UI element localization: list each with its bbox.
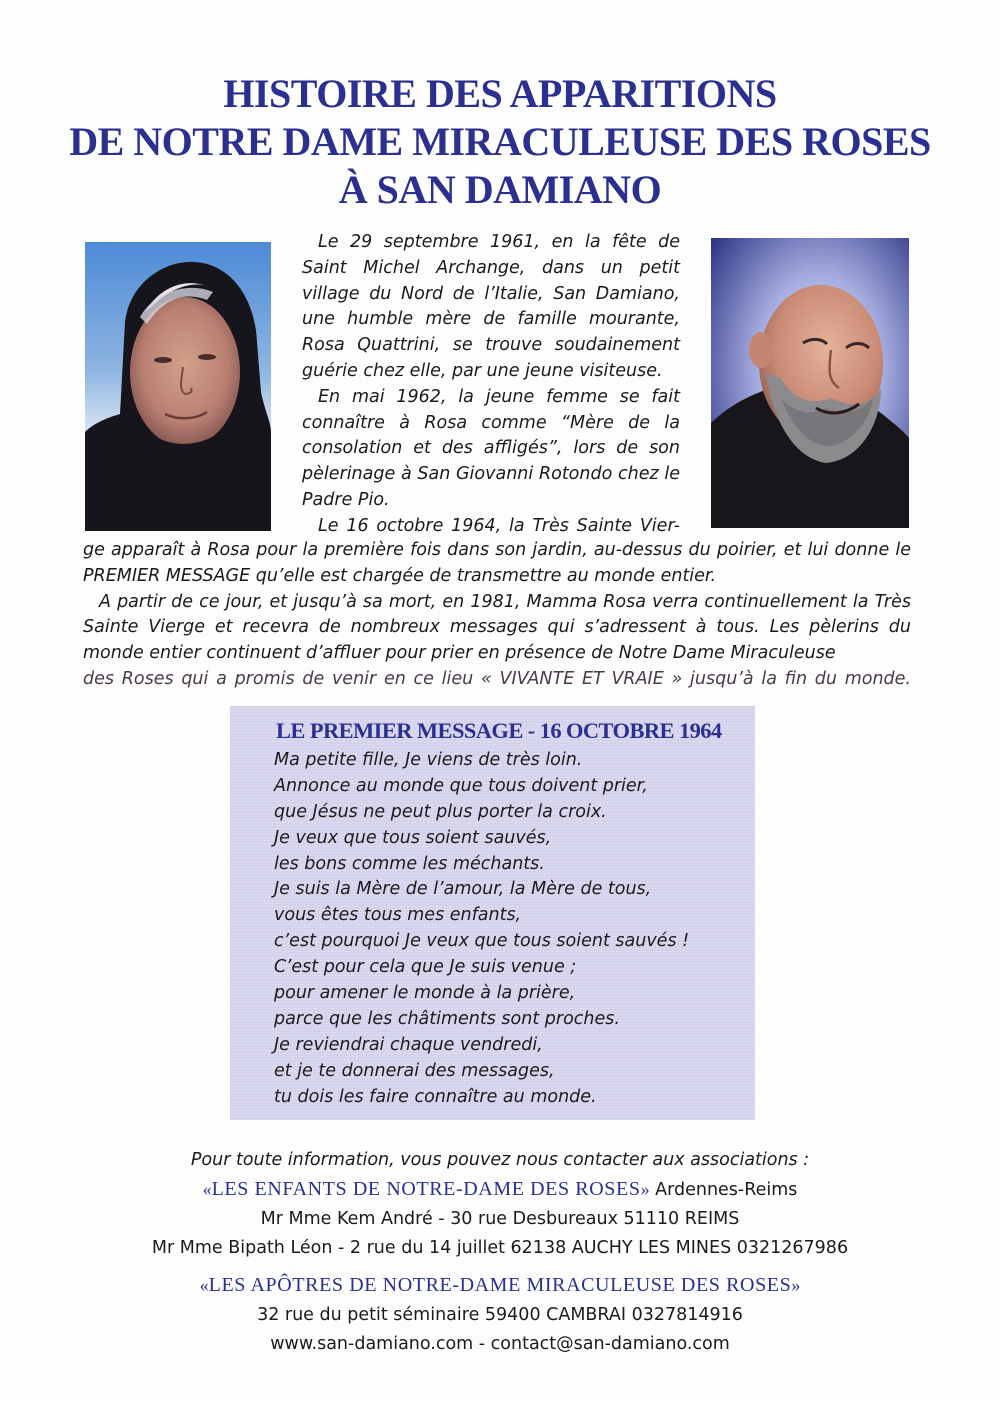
close-quote: » [640,1179,650,1199]
open-quote: « [199,1275,209,1295]
association-1-contact-1: Mr Mme Kem André - 30 rue Desbureaux 51110 REIMS [260,1209,740,1229]
association-2-address: 32 rue du petit séminaire 59400 CAMBRAI 0327814916 [257,1305,743,1325]
association-1-heading [0,1175,1000,1205]
contact-section [0,1146,1000,1359]
close-quote: » [791,1275,801,1295]
portrait-monk-image [711,238,909,528]
message-line: pour amener le monde à la prière, [274,983,576,1004]
message-line: C’est pour cela que Je suis venue ; [274,957,577,978]
message-line: que Jésus ne peut plus porter la croix. [274,801,607,822]
intro-paragraph-1: Le 29 septembre 1961, en la fête de Saint Michel Archange, dans un petit village du Nord de l’Italie, San Damiano, une humble mère de famille mourante, Rosa Quattrini, se trouve soudainement guérie chez elle, par une jeune visiteuse. [302,232,680,381]
association-2-web-email: www.san-damiano.com - contact@san-damiano.com [270,1334,730,1354]
title-line-3: À SAN DAMIANO [338,167,662,212]
message-title: LE PREMIER MESSAGE - 16 OCTOBRE 1964 [276,718,722,743]
intro-paragraph-2: En mai 1962, la jeune femme se fait connaître à Rosa comme “Mère de la consolation et des affligés”, lors de son pèlerinage à San Giovanni Rotondo chez le Padre Pio. [302,386,680,510]
message-line: vous êtes tous mes enfants, [274,905,522,926]
message-line: tu dois les faire connaître au monde. [274,1086,597,1107]
association-2-name: LES APÔTRES DE NOTRE-DAME MIRACULEUSE DES ROSES [208,1274,792,1296]
intro-full-width [83,538,911,693]
association-1-region: Ardennes-Reims [649,1180,798,1200]
intro-paragraph-4: A partir de ce jour, et jusqu’à sa mort, en 1981, Mamma Rosa verra continuellement la Très Sainte Vierge et recevra de nombreux messages qui s’adressent à tous. Les pèlerins du monde entier continuent d’affluer pour prier en présence de Notre Dame Miraculeuse [83,591,911,664]
association-1-contact-2: Mr Mme Bipath Léon - 2 rue du 14 juillet 62138 AUCHY LES MINES 0321267986 [151,1238,849,1258]
message-line: Je reviendrai chaque vendredi, [274,1034,543,1055]
page-title [0,70,1000,214]
spacer [0,1263,1000,1271]
intro-column [302,230,680,540]
message-line: c’est pourquoi Je veux que tous soient sauvés ! [274,931,690,952]
portrait-woman-image [85,242,271,531]
message-line: parce que les châtiments sont proches. [274,1008,620,1029]
message-line: les bons comme les méchants. [274,853,545,874]
association-1-name: LES ENFANTS DE NOTRE-DAME DES ROSES [211,1178,641,1200]
message-line: et je te donnerai des messages, [274,1060,555,1081]
message-text [274,748,689,1110]
title-line-1: HISTOIRE DES APPARITIONS [223,71,777,116]
message-line: Ma petite fille, Je viens de très loin. [274,750,583,770]
photo-rosa-quattrini [85,242,271,531]
intro-paragraph-3-start: Le 16 octobre 1964, la Très Sainte Vier- [318,515,680,536]
message-line: Je veux que tous soient sauvés, [274,827,552,848]
open-quote: « [202,1179,212,1199]
title-line-2: DE NOTRE DAME MIRACULEUSE DES ROSES [69,119,931,164]
message-line: Je suis la Mère de l’amour, la Mère de tous, [274,879,652,900]
association-2-heading [0,1271,1000,1301]
contact-intro: Pour toute information, vous pouvez nous contacter aux associations : [190,1150,810,1170]
intro-paragraph-3-rest: ge apparaît à Rosa pour la première fois dans son jardin, au-dessus du poirier, et lui donne le PREMIER MESSAGE qu’elle est chargée de transmettre au monde entier. [83,540,911,586]
first-message-box [230,706,755,1120]
photo-padre-pio [711,238,909,528]
message-line: Annonce au monde que tous doivent prier, [274,775,648,796]
intro-paragraph-4-last-line: des Roses qui a promis de venir en ce lieu « VIVANTE ET VRAIE » jusqu’à la fin du monde. [83,668,911,689]
